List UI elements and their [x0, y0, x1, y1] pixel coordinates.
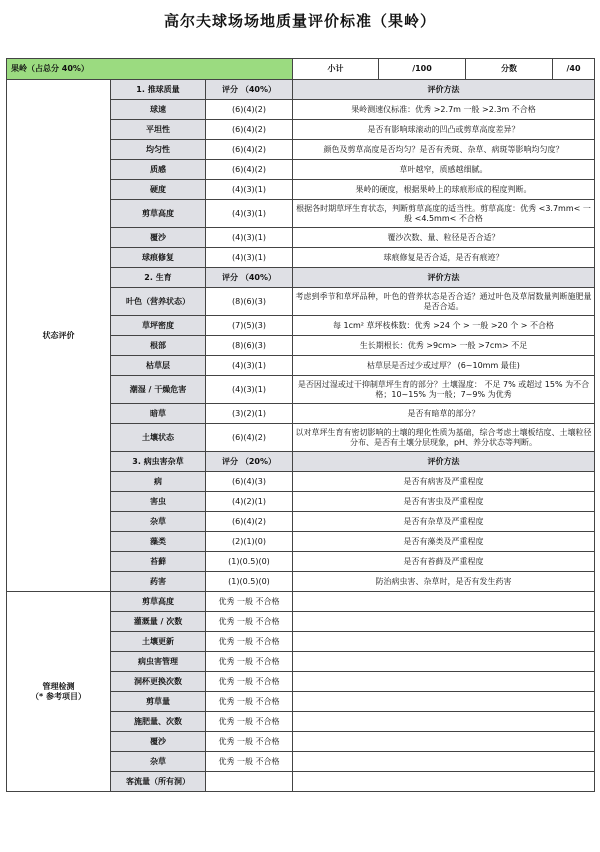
criteria-name: 叶色（营养状态） [111, 288, 206, 316]
criteria-rating: (8)(6)(3) [206, 288, 293, 316]
management-item-notes [293, 772, 595, 792]
criteria-method: 颜色及剪草高度是否均匀？是否有秃斑、杂草、病斑等影响均匀度？ [293, 140, 595, 160]
criteria-method: 生长期根长：优秀 >9cm> 一般 >7cm> 不足 [293, 336, 595, 356]
management-group-note: （* 参考项目） [31, 691, 86, 701]
criteria-method: 枯草层是否过少或过厚？ (6~10mm 最佳) [293, 356, 595, 376]
management-item-notes [293, 612, 595, 632]
criteria-method: 是否有暗草的部分？ [293, 404, 595, 424]
criteria-rating: (6)(4)(2) [206, 512, 293, 532]
management-item-name: 剪草高度 [111, 592, 206, 612]
criteria-name: 土壤状态 [111, 424, 206, 452]
criteria-method: 球痕修复是否合适，是否有痕迹？ [293, 248, 595, 268]
criteria-name: 覆沙 [111, 228, 206, 248]
subtotal-label: 小计 [293, 59, 379, 80]
criteria-method: 是否因过湿或过干抑制草坪生育的部分？土壤湿度： 不足 7% 或超过 15% 为不合格；10~15% 为一般；7~9% 为优秀 [293, 376, 595, 404]
management-item-name: 土壤更新 [111, 632, 206, 652]
management-item-name: 客流量（所有洞） [111, 772, 206, 792]
section-score-header: 评分 （40%） [206, 80, 293, 100]
management-item-rating: 优秀 一般 不合格 [206, 652, 293, 672]
green-weight-label: 果岭（占总分 40%） [7, 59, 293, 80]
section-score-header: 评分 （20%） [206, 452, 293, 472]
criteria-rating: (6)(4)(3) [206, 472, 293, 492]
management-item-notes [293, 632, 595, 652]
criteria-method: 是否有病害及严重程度 [293, 472, 595, 492]
header-row [7, 59, 595, 80]
criteria-method: 覆沙次数、量、粒径是否合适？ [293, 228, 595, 248]
criteria-name: 草坪密度 [111, 316, 206, 336]
criteria-method: 根据各时期草坪生育状态，判断剪草高度的适当性。剪草高度：优秀 <3.7mm< 一般 <4.5mm< 不合格 [293, 200, 595, 228]
criteria-name: 平坦性 [111, 120, 206, 140]
management-item-notes [293, 592, 595, 612]
criteria-rating: (6)(4)(2) [206, 424, 293, 452]
section-method-header: 评价方法 [293, 452, 595, 472]
criteria-rating: (6)(4)(2) [206, 120, 293, 140]
criteria-rating: (6)(4)(2) [206, 140, 293, 160]
management-item-name: 覆沙 [111, 732, 206, 752]
criteria-name: 病 [111, 472, 206, 492]
criteria-name: 硬度 [111, 180, 206, 200]
criteria-name: 苔藓 [111, 552, 206, 572]
evaluation-table [6, 58, 595, 792]
management-item-rating: 优秀 一般 不合格 [206, 712, 293, 732]
criteria-method: 是否有苔藓及严重程度 [293, 552, 595, 572]
management-item-rating [206, 772, 293, 792]
management-item-name: 杂草 [111, 752, 206, 772]
section-header-row [7, 80, 595, 100]
score-value: /40 [553, 59, 595, 80]
criteria-name: 根部 [111, 336, 206, 356]
criteria-name: 剪草高度 [111, 200, 206, 228]
management-item-rating: 优秀 一般 不合格 [206, 612, 293, 632]
criteria-rating: (2)(1)(0) [206, 532, 293, 552]
section-method-header: 评价方法 [293, 80, 595, 100]
criteria-method: 果岭测速仪标准：优秀 >2.7m 一般 >2.3m 不合格 [293, 100, 595, 120]
criteria-name: 害虫 [111, 492, 206, 512]
status-evaluation-group-label: 状态评价 [7, 80, 111, 592]
criteria-rating: (1)(0.5)(0) [206, 552, 293, 572]
criteria-rating: (6)(4)(2) [206, 100, 293, 120]
criteria-rating: (4)(3)(1) [206, 228, 293, 248]
section-title: 2. 生育 [111, 268, 206, 288]
criteria-rating: (4)(3)(1) [206, 356, 293, 376]
section-title: 1. 推球质量 [111, 80, 206, 100]
criteria-rating: (8)(6)(3) [206, 336, 293, 356]
criteria-name: 暗草 [111, 404, 206, 424]
management-group-title: 管理检测 [42, 681, 75, 691]
section-score-header: 评分 （40%） [206, 268, 293, 288]
criteria-rating: (7)(5)(3) [206, 316, 293, 336]
management-item-name: 灌溉量 / 次数 [111, 612, 206, 632]
management-item-notes [293, 732, 595, 752]
management-item-notes [293, 672, 595, 692]
management-group-label [7, 592, 111, 792]
management-item-rating: 优秀 一般 不合格 [206, 592, 293, 612]
criteria-name: 质感 [111, 160, 206, 180]
criteria-rating: (4)(3)(1) [206, 248, 293, 268]
criteria-rating: (4)(2)(1) [206, 492, 293, 512]
criteria-rating: (4)(3)(1) [206, 200, 293, 228]
criteria-name: 药害 [111, 572, 206, 592]
criteria-name: 球痕修复 [111, 248, 206, 268]
management-item-name: 施肥量、次数 [111, 712, 206, 732]
management-row [7, 592, 595, 612]
page-title: 高尔夫球场场地质量评价标准（果岭） [163, 12, 436, 30]
management-item-rating: 优秀 一般 不合格 [206, 752, 293, 772]
score-label: 分数 [466, 59, 553, 80]
criteria-rating: (3)(2)(1) [206, 404, 293, 424]
management-item-notes [293, 652, 595, 672]
criteria-rating: (4)(3)(1) [206, 376, 293, 404]
management-item-name: 洞杯更换次数 [111, 672, 206, 692]
criteria-name: 球速 [111, 100, 206, 120]
management-item-notes [293, 692, 595, 712]
criteria-name: 藻类 [111, 532, 206, 552]
criteria-method: 防治病虫害、杂草时，是否有发生药害 [293, 572, 595, 592]
section-title: 3. 病虫害杂草 [111, 452, 206, 472]
criteria-method: 每 1cm² 草坪枝株数：优秀 >24 个 > 一般 >20 个 > 不合格 [293, 316, 595, 336]
criteria-rating: (1)(0.5)(0) [206, 572, 293, 592]
criteria-method: 是否有影响球滚动的凹凸或剪草高度差异？ [293, 120, 595, 140]
subtotal-value: /100 [379, 59, 466, 80]
section-method-header: 评价方法 [293, 268, 595, 288]
criteria-rating: (6)(4)(2) [206, 160, 293, 180]
criteria-name: 枯草层 [111, 356, 206, 376]
criteria-name: 潮湿 / 干燥危害 [111, 376, 206, 404]
criteria-method: 是否有杂草及严重程度 [293, 512, 595, 532]
criteria-name: 杂草 [111, 512, 206, 532]
criteria-rating: (4)(3)(1) [206, 180, 293, 200]
management-item-rating: 优秀 一般 不合格 [206, 732, 293, 752]
criteria-method: 草叶越窄，质感越细腻。 [293, 160, 595, 180]
criteria-method: 是否有藻类及严重程度 [293, 532, 595, 552]
management-item-rating: 优秀 一般 不合格 [206, 672, 293, 692]
management-item-rating: 优秀 一般 不合格 [206, 632, 293, 652]
management-item-notes [293, 712, 595, 732]
criteria-method: 是否有害虫及严重程度 [293, 492, 595, 512]
management-item-name: 剪草量 [111, 692, 206, 712]
criteria-method: 考虑到季节和草坪品种，叶色的营养状态是否合适？通过叶色及草屑数量判断施肥量是否合适。 [293, 288, 595, 316]
criteria-method: 果岭的硬度，根据果岭上的球痕形成的程度判断。 [293, 180, 595, 200]
management-item-name: 病虫害管理 [111, 652, 206, 672]
management-item-rating: 优秀 一般 不合格 [206, 692, 293, 712]
criteria-method: 以对草坪生育有密切影响的土壤的理化性质为基础，综合考虑土壤板结度、土壤粒径分布、是否有土壤分层现象，pH、养分状态等判断。 [293, 424, 595, 452]
management-item-notes [293, 752, 595, 772]
criteria-name: 均匀性 [111, 140, 206, 160]
